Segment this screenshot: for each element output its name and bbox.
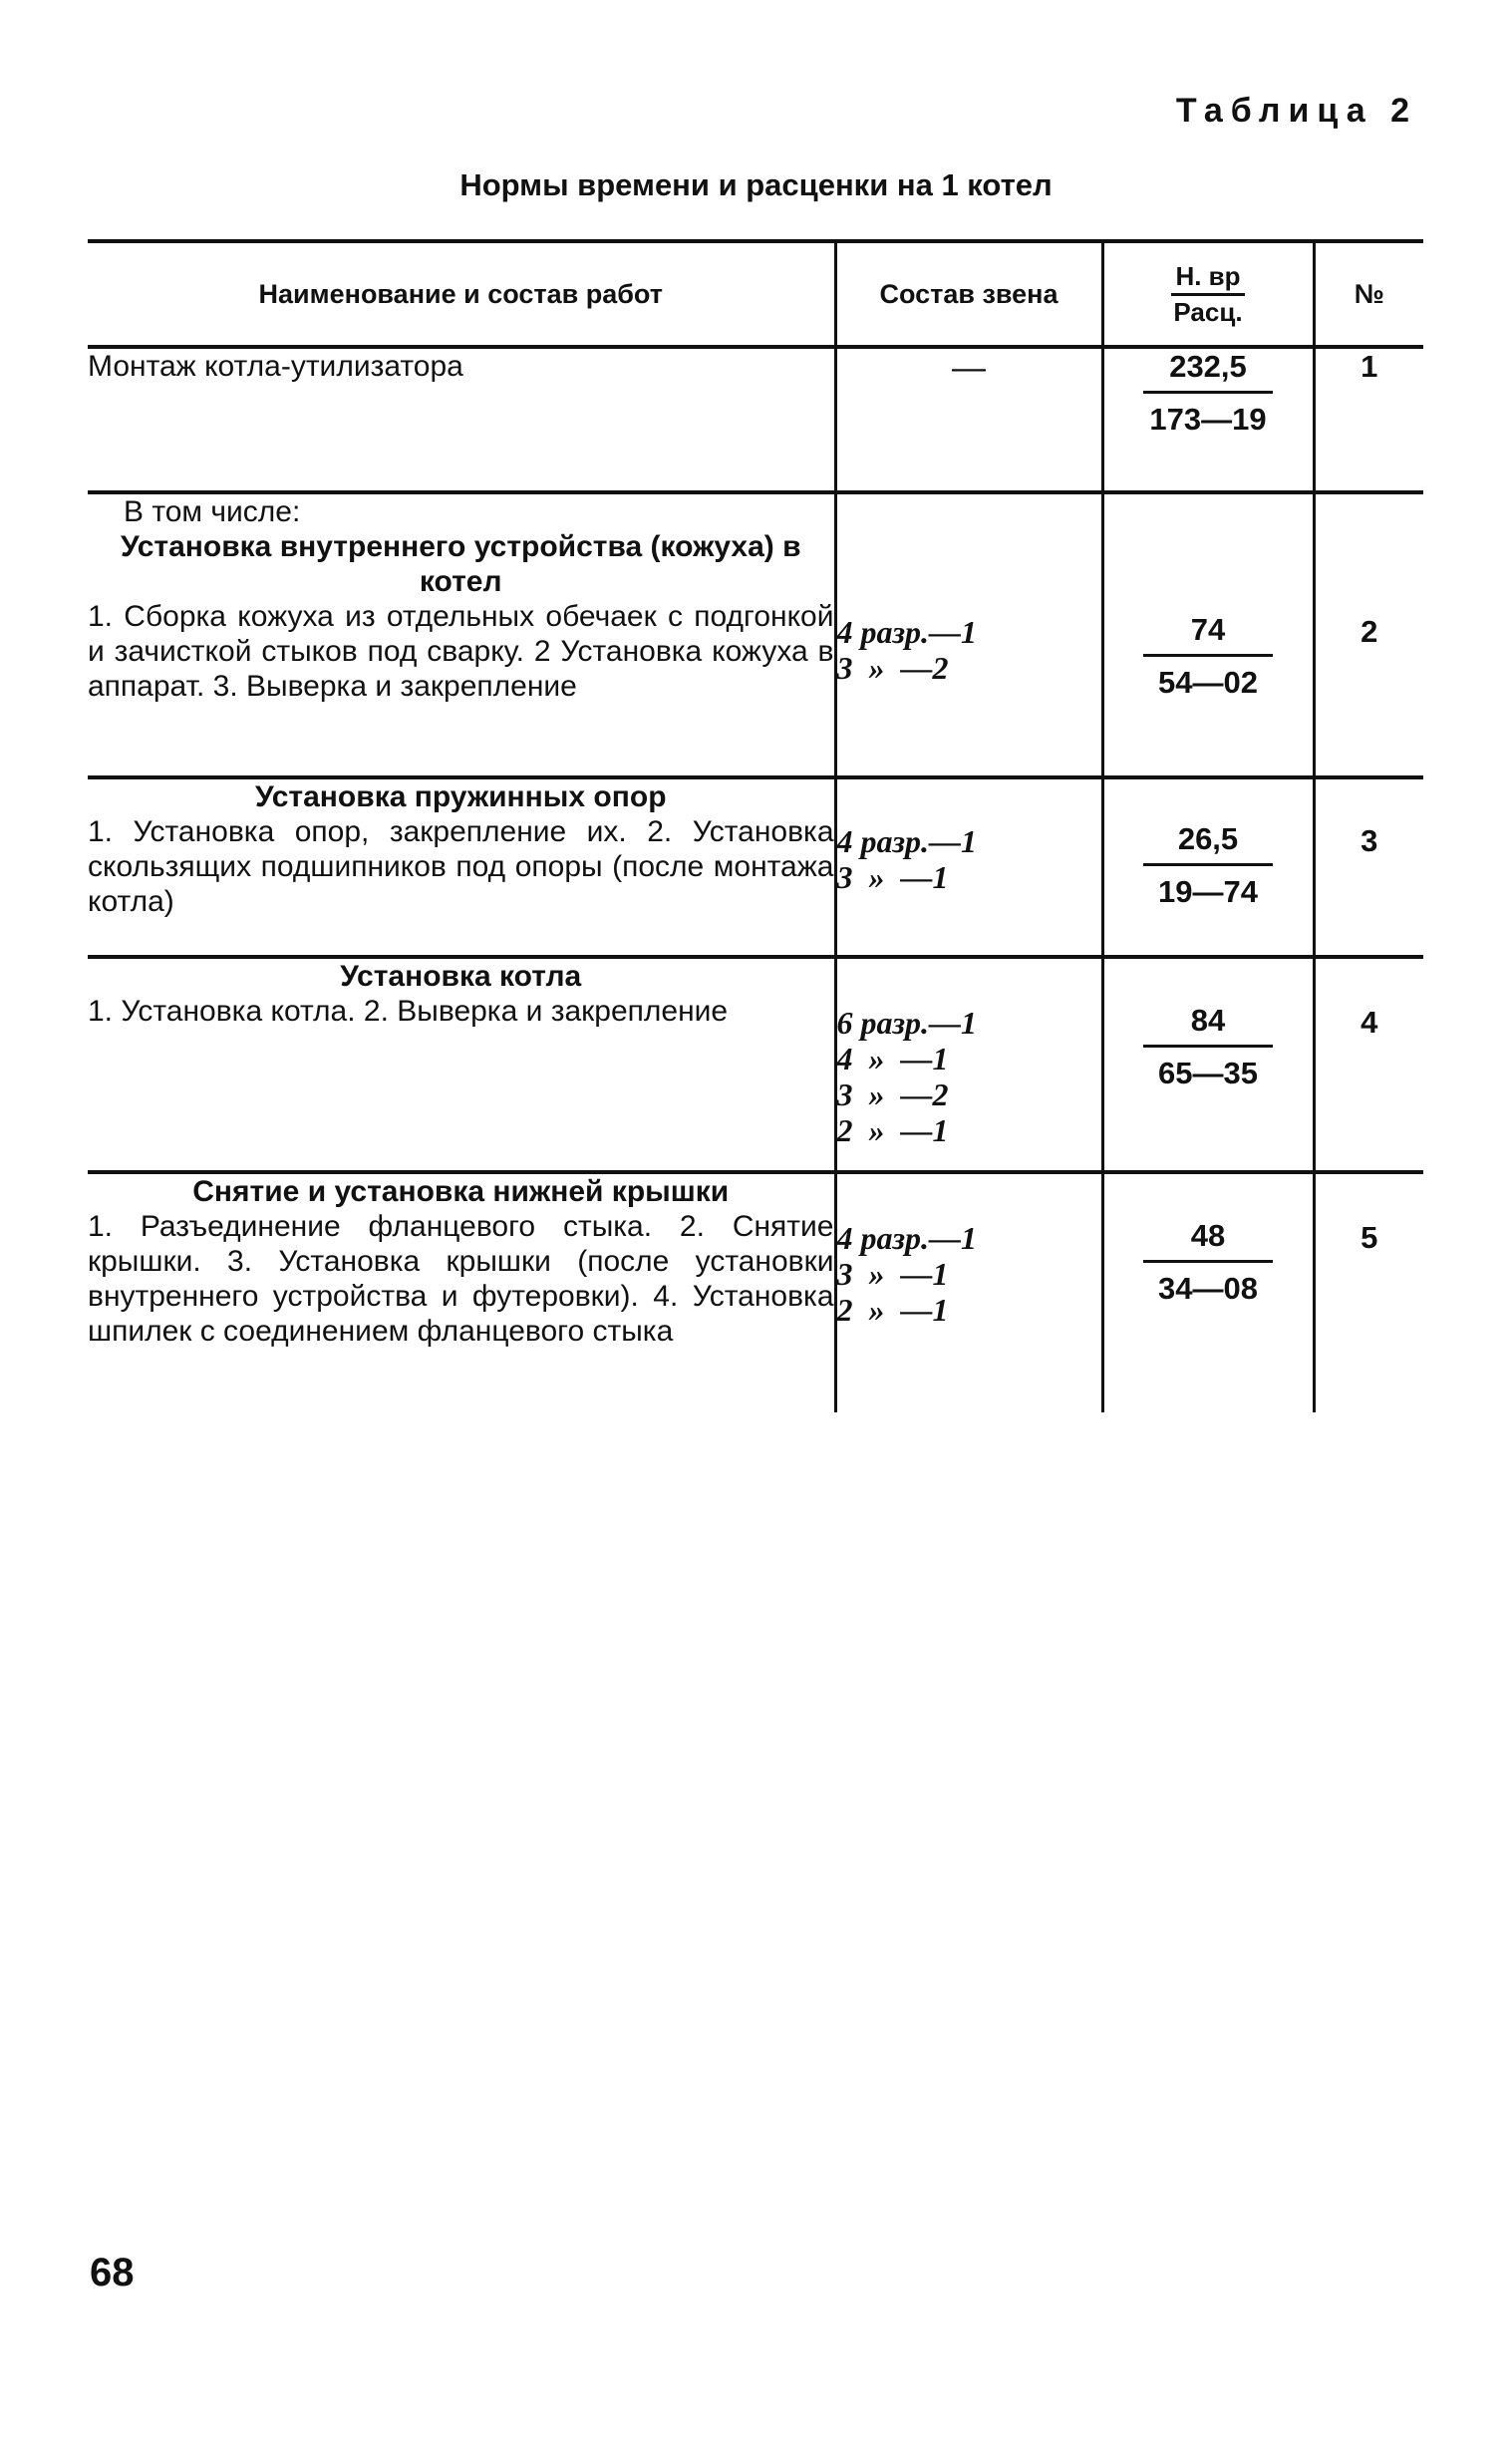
crew-line: 3 » —2: [836, 650, 949, 686]
norm-cell: [1102, 1172, 1314, 1412]
col-header-no: №: [1314, 241, 1423, 347]
norm-time: 48: [1143, 1218, 1273, 1263]
row-number: 2: [1314, 492, 1423, 777]
col-header-work: Наименование и состав работ: [88, 241, 835, 347]
crew-line: 4 разр.—1: [836, 823, 977, 859]
crew-cell: [835, 492, 1102, 777]
row-number: 1: [1314, 347, 1423, 492]
work-cell: [88, 777, 835, 957]
col-header-rate: Расц.: [1173, 296, 1243, 327]
row-number: 5: [1314, 1172, 1423, 1412]
rate: 65—35: [1158, 1056, 1258, 1090]
col-header-crew: Состав звена: [835, 241, 1102, 347]
work-cell: [88, 957, 835, 1172]
row-number: 3: [1314, 777, 1423, 957]
crew-line: 2 » —1: [836, 1292, 949, 1328]
crew-cell: [835, 957, 1102, 1172]
rate: 34—08: [1158, 1271, 1258, 1306]
norm-cell: [1102, 957, 1314, 1172]
work-description: 1. Разъединение фланцевого стыка. 2. Снятие крышки. 3. Установка крышки (после установки внутреннего устройства и футеровки). 4. Установка шпилек с соединением фланцевого стыка: [88, 1210, 834, 1348]
crew-line: 3 » —2: [836, 1076, 949, 1112]
work-subtitle: Установка внутреннего устройства (кожуха) в котел: [120, 530, 801, 598]
rate: 54—02: [1158, 665, 1258, 700]
work-subtitle: Установка пружинных опор: [254, 780, 667, 813]
header-row: [88, 241, 1423, 347]
norms-table: [88, 239, 1423, 1412]
work-cell: [88, 492, 835, 777]
crew-line: 4 » —1: [836, 1041, 949, 1076]
norm-time: 232,5: [1143, 349, 1273, 394]
norm-cell: [1102, 347, 1314, 492]
table-row: [88, 492, 1423, 777]
rate: 19—74: [1158, 874, 1258, 909]
work-cell: [88, 347, 835, 492]
work-description: 1. Установка опор, закрепление их. 2. Установка скользящих подшипников под опоры (после монтажа котла): [88, 815, 834, 918]
norm-cell: [1102, 777, 1314, 957]
norm-time: 74: [1143, 612, 1273, 657]
table-title: Нормы времени и расценки на 1 котел: [459, 167, 1053, 202]
table-row: [88, 777, 1423, 957]
norm-time: 84: [1143, 1003, 1273, 1048]
crew-line: 2 » —1: [836, 1112, 949, 1148]
table-label: Таблица 2: [1175, 92, 1417, 130]
crew-cell: —: [835, 347, 1102, 492]
table-row: [88, 347, 1423, 492]
col-header-norm-time: Н. вр: [1171, 261, 1244, 296]
work-subtitle: Снятие и установка нижней крышки: [192, 1175, 730, 1208]
crew-cell: [835, 1172, 1102, 1412]
work-description: 1. Сборка кожуха из отдельных обечаек с подгонкой и зачисткой стыков под сварку. 2 Установка кожуха в аппарат. 3. Выверка и закрепление: [88, 600, 834, 703]
col-header-norm: [1102, 241, 1314, 347]
crew-line: 4 разр.—1: [836, 614, 977, 650]
work-description: 1. Установка котла. 2. Выверка и закрепление: [88, 995, 729, 1028]
crew-cell: [835, 777, 1102, 957]
row-number: 4: [1314, 957, 1423, 1172]
crew-line: 3 » —1: [836, 859, 949, 895]
page-number: 68: [90, 2251, 135, 2295]
work-title: Монтаж котла-утилизатора: [88, 350, 463, 383]
norm-time: 26,5: [1143, 821, 1273, 866]
table-row: [88, 957, 1423, 1172]
table-row: [88, 1172, 1423, 1412]
rate: 173—19: [1149, 402, 1267, 437]
crew-line: 3 » —1: [836, 1256, 949, 1292]
intro-text: В том числе:: [124, 495, 301, 528]
norm-cell: [1102, 492, 1314, 777]
work-subtitle: Установка котла: [340, 960, 582, 993]
crew-line: 6 разр.—1: [836, 1005, 977, 1041]
crew-line: 4 разр.—1: [836, 1220, 977, 1256]
work-cell: [88, 1172, 835, 1412]
